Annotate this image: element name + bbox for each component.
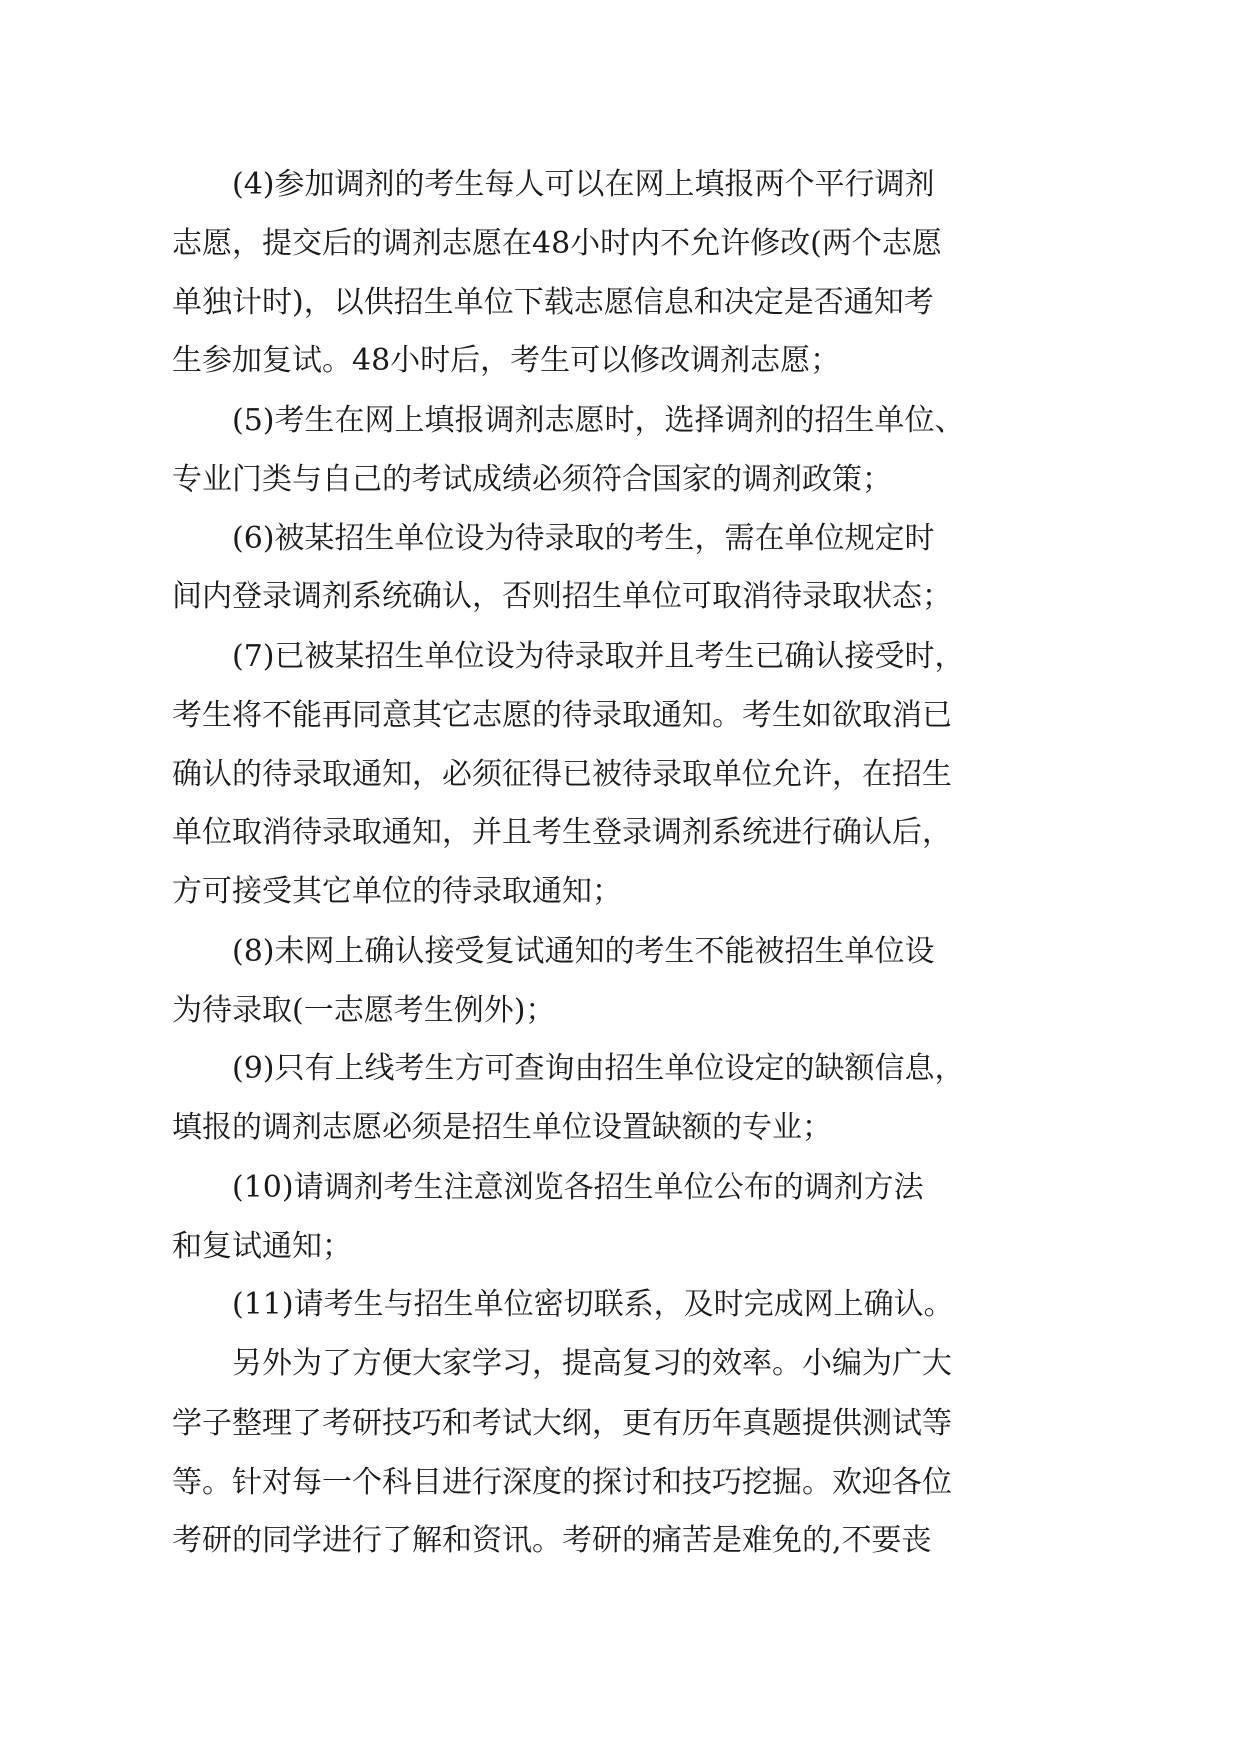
line-text: 为待录取(一志愿考生例外)； (172, 993, 556, 1028)
line-text: (4)参加调剂的考生每人可以在网上填报两个平行调剂 (232, 167, 935, 202)
text-line (0, 567, 1241, 627)
text-line (0, 627, 1241, 687)
text-line (0, 745, 1241, 805)
text-line (0, 686, 1241, 746)
text-line (0, 1394, 1241, 1454)
line-text: 学子整理了考研技巧和考试大纲，更有历年真题提供测试等 (172, 1406, 952, 1441)
line-text: 确认的待录取通知，必须征得已被待录取单位允许，在招生 (172, 757, 952, 792)
line-text: 考研的同学进行了解和资讯。考研的痛苦是难免的,不要丧 (172, 1523, 932, 1558)
text-line (0, 331, 1241, 391)
text-line (0, 273, 1241, 333)
text-line (0, 155, 1241, 215)
text-line (0, 1334, 1241, 1394)
line-text: 和复试通知； (172, 1229, 352, 1264)
line-text: (7)已被某招生单位设为待录取并且考生已确认接受时， (232, 639, 965, 674)
text-line (0, 1275, 1241, 1335)
text-line (0, 450, 1241, 510)
line-text: 生参加复试。48小时后，考生可以修改调剂志愿； (172, 343, 841, 378)
line-text: 单独计时)，以供招生单位下载志愿信息和决定是否通知考 (172, 285, 934, 320)
line-text: 考生将不能再同意其它志愿的待录取通知。考生如欲取消已 (172, 698, 952, 733)
line-text: 单位取消待录取通知，并且考生登录调剂系统进行确认后， (172, 815, 952, 850)
text-line (0, 803, 1241, 863)
text-line (0, 391, 1241, 451)
line-text: (11)请考生与招生单位密切联系，及时完成网上确认。 (232, 1287, 954, 1322)
text-line (0, 1511, 1241, 1571)
text-line (0, 214, 1241, 274)
text-line (0, 1453, 1241, 1513)
line-text: (10)请调剂考生注意浏览各招生单位公布的调剂方法 (232, 1170, 924, 1205)
line-text: (8)未网上确认接受复试通知的考生不能被招生单位设 (232, 934, 935, 969)
line-text: (5)考生在网上填报调剂志愿时，选择调剂的招生单位、 (232, 403, 965, 438)
text-line (0, 509, 1241, 569)
text-line (0, 1039, 1241, 1099)
line-text: 等。针对每一个科目进行深度的探讨和技巧挖掘。欢迎各位 (172, 1465, 952, 1500)
text-line (0, 1098, 1241, 1158)
line-text: 专业门类与自己的考试成绩必须符合国家的调剂政策； (172, 462, 892, 497)
text-line (0, 1217, 1241, 1277)
line-text: 志愿，提交后的调剂志愿在48小时内不允许修改(两个志愿 (172, 226, 942, 261)
text-line (0, 862, 1241, 922)
line-text: 填报的调剂志愿必须是招生单位设置缺额的专业； (172, 1110, 832, 1145)
line-text: (9)只有上线考生方可查询由招生单位设定的缺额信息， (232, 1051, 965, 1086)
text-line (0, 981, 1241, 1041)
text-line (0, 922, 1241, 982)
line-text: 另外为了方便大家学习，提高复习的效率。小编为广大 (232, 1346, 952, 1381)
text-line (0, 1158, 1241, 1218)
line-text: 间内登录调剂系统确认，否则招生单位可取消待录取状态； (172, 579, 952, 614)
line-text: (6)被某招生单位设为待录取的考生，需在单位规定时 (232, 521, 935, 556)
line-text: 方可接受其它单位的待录取通知； (172, 874, 622, 909)
